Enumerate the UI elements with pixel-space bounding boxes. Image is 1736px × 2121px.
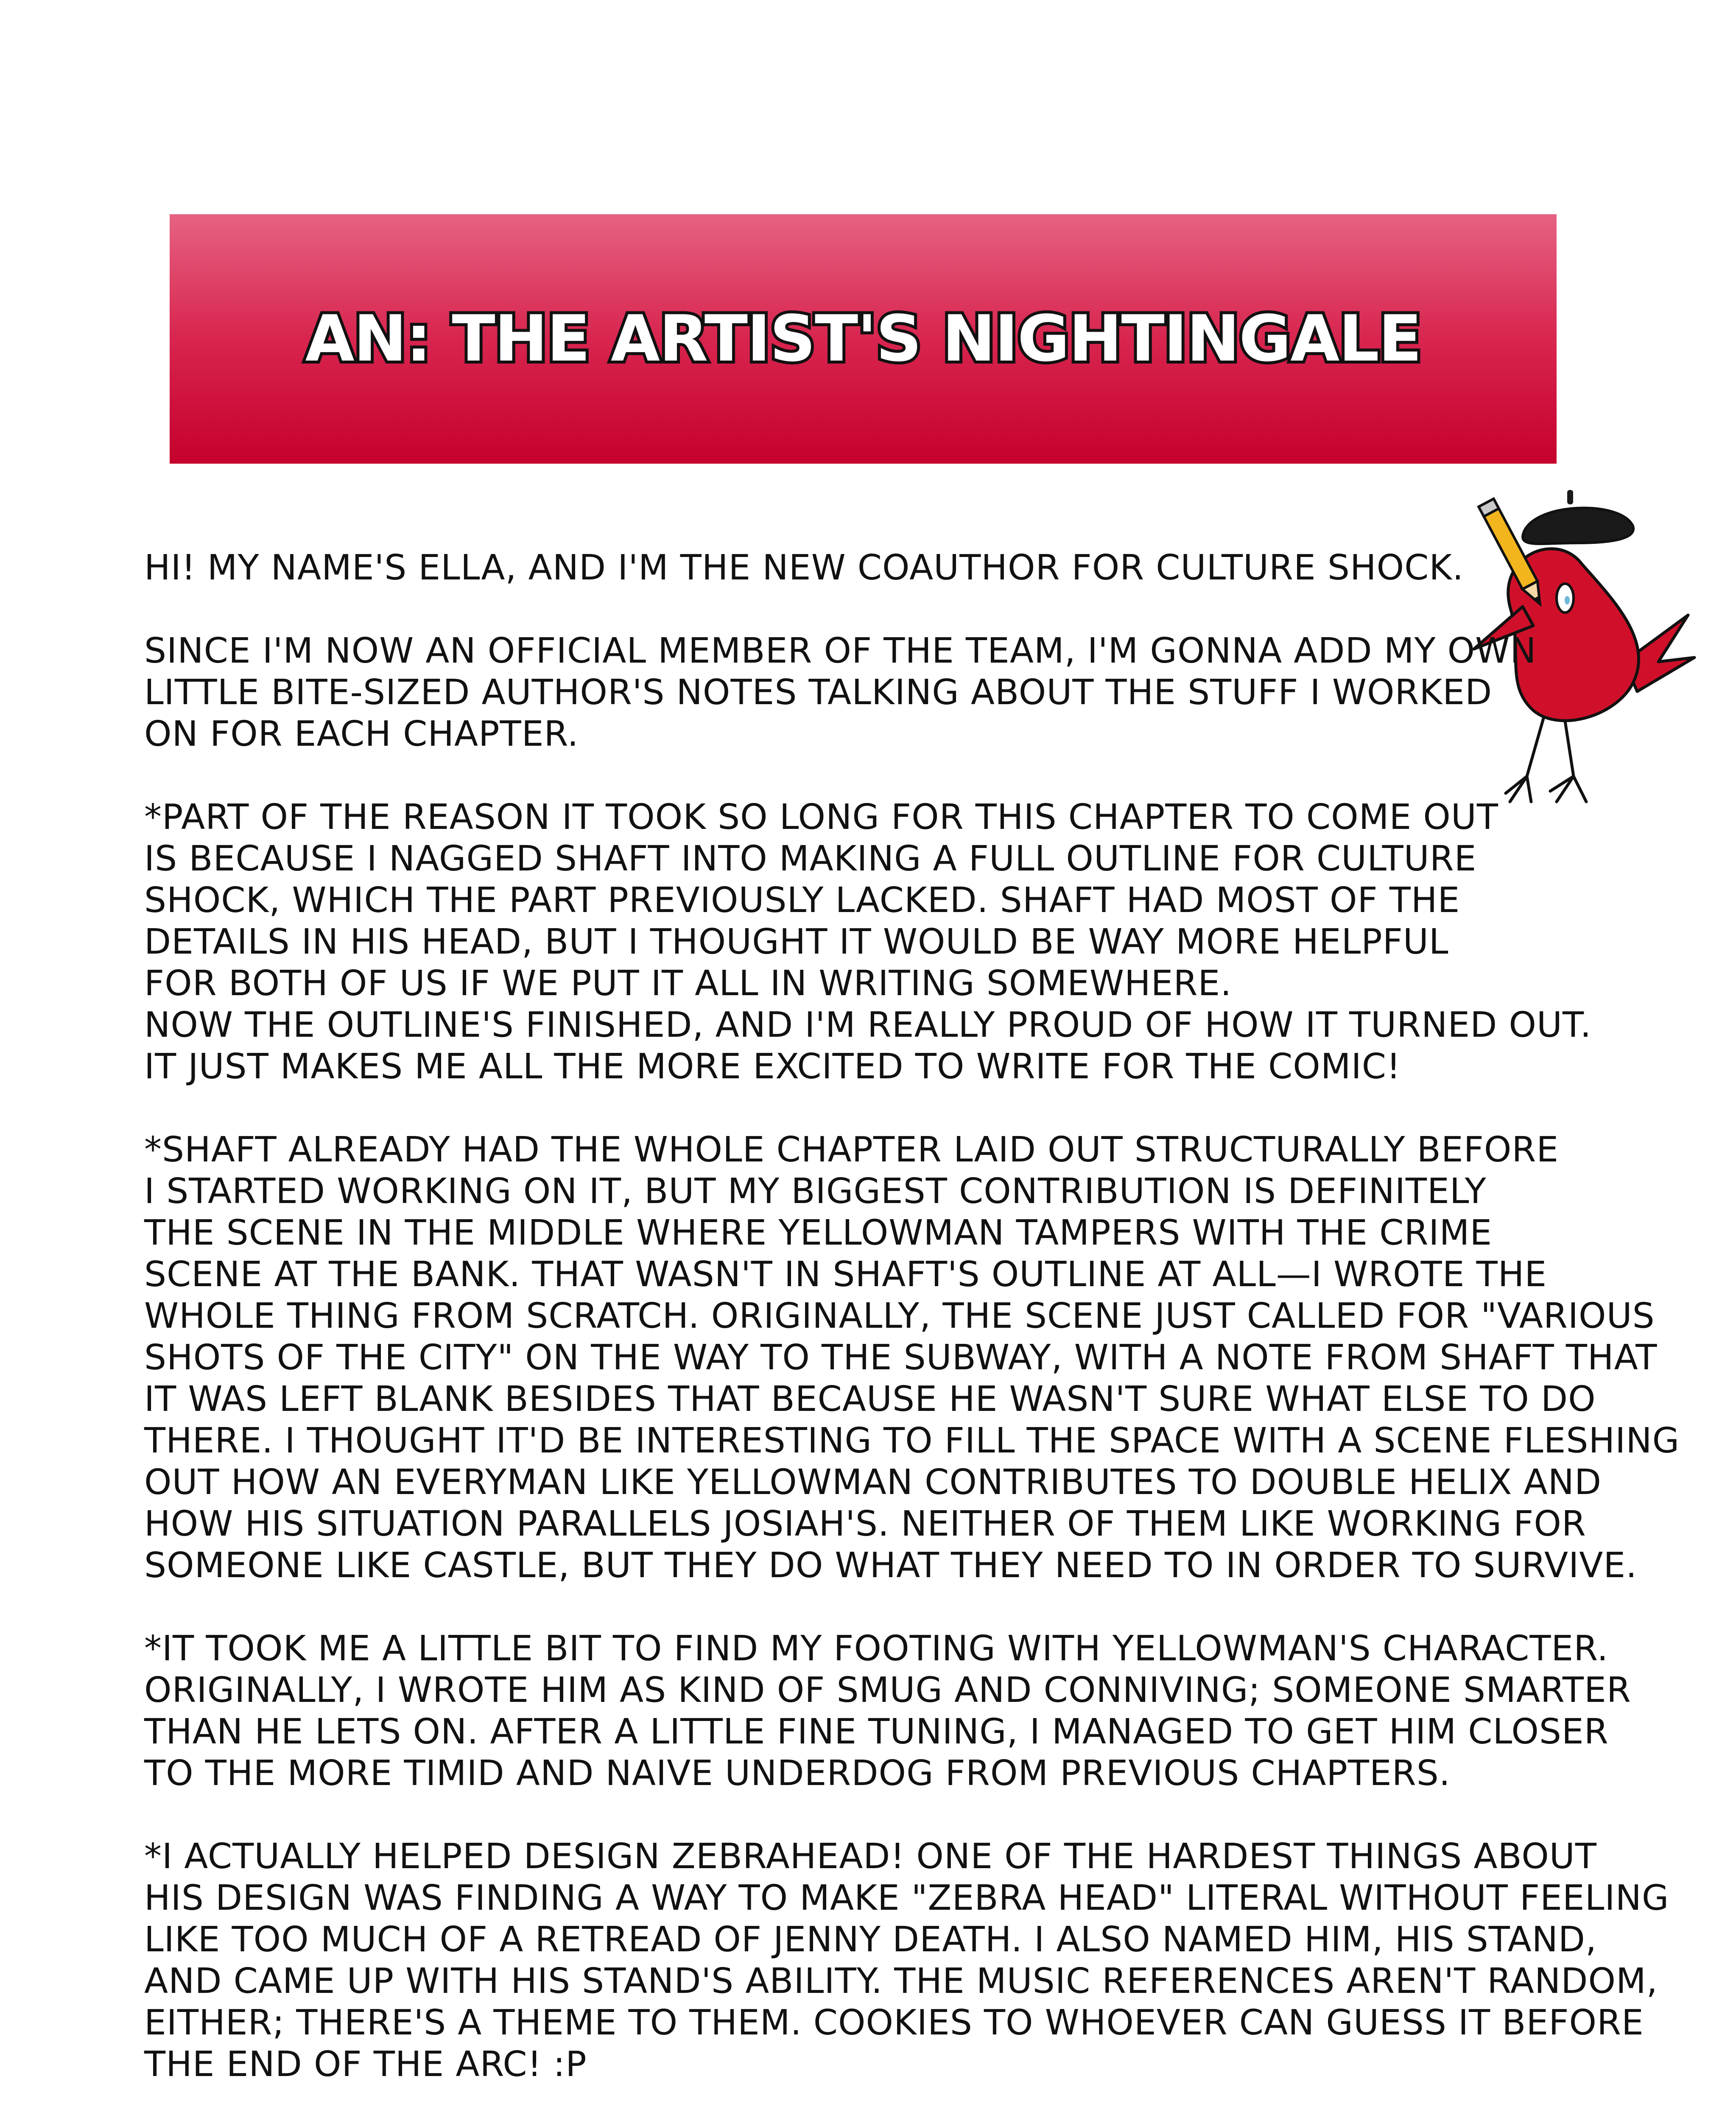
paragraph-yellowman	[144, 1628, 1680, 1794]
text-line: AND CAME UP WITH HIS STAND'S ABILITY. THE MUSIC REFERENCES AREN'T RANDOM,	[144, 1961, 1658, 2001]
text-line: SCENE AT THE BANK. THAT WASN'T IN SHAFT'S OUTLINE AT ALL—I WROTE THE	[144, 1254, 1547, 1295]
paragraph-outline	[144, 797, 1680, 1088]
text-line: *PART OF THE REASON IT TOOK SO LONG FOR THIS CHAPTER TO COME OUT	[144, 797, 1498, 837]
text-line: SHOTS OF THE CITY" ON THE WAY TO THE SUBWAY, WITH A NOTE FROM SHAFT THAT	[144, 1338, 1658, 1378]
text-line: SHOCK, WHICH THE PART PREVIOUSLY LACKED. SHAFT HAD MOST OF THE	[144, 880, 1460, 921]
text-line: SINCE I'M NOW AN OFFICIAL MEMBER OF THE TEAM, I'M GONNA ADD MY OWN	[144, 631, 1537, 671]
paragraph-bank-scene	[144, 1129, 1680, 1587]
text-line: ON FOR EACH CHAPTER.	[144, 714, 579, 754]
text-line: FOR BOTH OF US IF WE PUT IT ALL IN WRITING SOMEWHERE.	[144, 963, 1232, 1004]
text-line: HOW HIS SITUATION PARALLELS JOSIAH'S. NEITHER OF THEM LIKE WORKING FOR	[144, 1504, 1586, 1544]
text-line: TO THE MORE TIMID AND NAIVE UNDERDOG FROM PREVIOUS CHAPTERS.	[144, 1753, 1451, 1794]
text-line: *IT TOOK ME A LITTLE BIT TO FIND MY FOOTING WITH YELLOWMAN'S CHARACTER.	[144, 1629, 1609, 1669]
text-line: LITTLE BITE-SIZED AUTHOR'S NOTES TALKING ABOUT THE STUFF I WORKED	[144, 672, 1493, 713]
paragraph-intro	[144, 547, 1680, 589]
text-line: SOMEONE LIKE CASTLE, BUT THEY DO WHAT THEY NEED TO IN ORDER TO SURVIVE.	[144, 1545, 1638, 1586]
text-line: DETAILS IN HIS HEAD, BUT I THOUGHT IT WOULD BE WAY MORE HELPFUL	[144, 922, 1449, 962]
title-banner	[170, 214, 1557, 464]
text-line: IT JUST MAKES ME ALL THE MORE EXCITED TO WRITE FOR THE COMIC!	[144, 1047, 1401, 1087]
authors-notes	[144, 547, 1680, 2121]
paragraph-membership	[144, 630, 1680, 755]
text-line: HI! MY NAME'S ELLA, AND I'M THE NEW COAUTHOR FOR CULTURE SHOCK.	[144, 548, 1464, 588]
text-line: THAN HE LETS ON. AFTER A LITTLE FINE TUNING, I MANAGED TO GET HIM CLOSER	[144, 1712, 1609, 1752]
text-line: IS BECAUSE I NAGGED SHAFT INTO MAKING A FULL OUTLINE FOR CULTURE	[144, 839, 1477, 879]
text-line: IT WAS LEFT BLANK BESIDES THAT BECAUSE HE WASN'T SURE WHAT ELSE TO DO	[144, 1379, 1596, 1419]
text-line: LIKE TOO MUCH OF A RETREAD OF JENNY DEATH. I ALSO NAMED HIM, HIS STAND,	[144, 1920, 1597, 1960]
text-line: NOW THE OUTLINE'S FINISHED, AND I'M REALLY PROUD OF HOW IT TURNED OUT.	[144, 1005, 1592, 1045]
text-line: WHOLE THING FROM SCRATCH. ORIGINALLY, THE SCENE JUST CALLED FOR "VARIOUS	[144, 1296, 1655, 1336]
text-line: EITHER; THERE'S A THEME TO THEM. COOKIES TO WHOEVER CAN GUESS IT BEFORE	[144, 2003, 1644, 2043]
text-line: OUT HOW AN EVERYMAN LIKE YELLOWMAN CONTRIBUTES TO DOUBLE HELIX AND	[144, 1462, 1602, 1503]
text-line: THE SCENE IN THE MIDDLE WHERE YELLOWMAN TAMPERS WITH THE CRIME	[144, 1213, 1493, 1253]
text-line: *I ACTUALLY HELPED DESIGN ZEBRAHEAD! ONE OF THE HARDEST THINGS ABOUT	[144, 1836, 1597, 1877]
text-line: THERE. I THOUGHT IT'D BE INTERESTING TO FILL THE SPACE WITH A SCENE FLESHING	[144, 1421, 1680, 1461]
text-line: HIS DESIGN WAS FINDING A WAY TO MAKE "ZEBRA HEAD" LITERAL WITHOUT FEELING	[144, 1878, 1669, 1918]
page-title: AN: THE ARTIST'S NIGHTINGALE	[305, 302, 1421, 376]
text-line: I STARTED WORKING ON IT, BUT MY BIGGEST CONTRIBUTION IS DEFINITELY	[144, 1171, 1487, 1212]
text-line: THE END OF THE ARC! :P	[144, 2044, 587, 2085]
text-line: ORIGINALLY, I WROTE HIM AS KIND OF SMUG AND CONNIVING; SOMEONE SMARTER	[144, 1670, 1631, 1710]
text-line: *SHAFT ALREADY HAD THE WHOLE CHAPTER LAID OUT STRUCTURALLY BEFORE	[144, 1130, 1559, 1170]
paragraph-zebrahead	[144, 1836, 1680, 2085]
